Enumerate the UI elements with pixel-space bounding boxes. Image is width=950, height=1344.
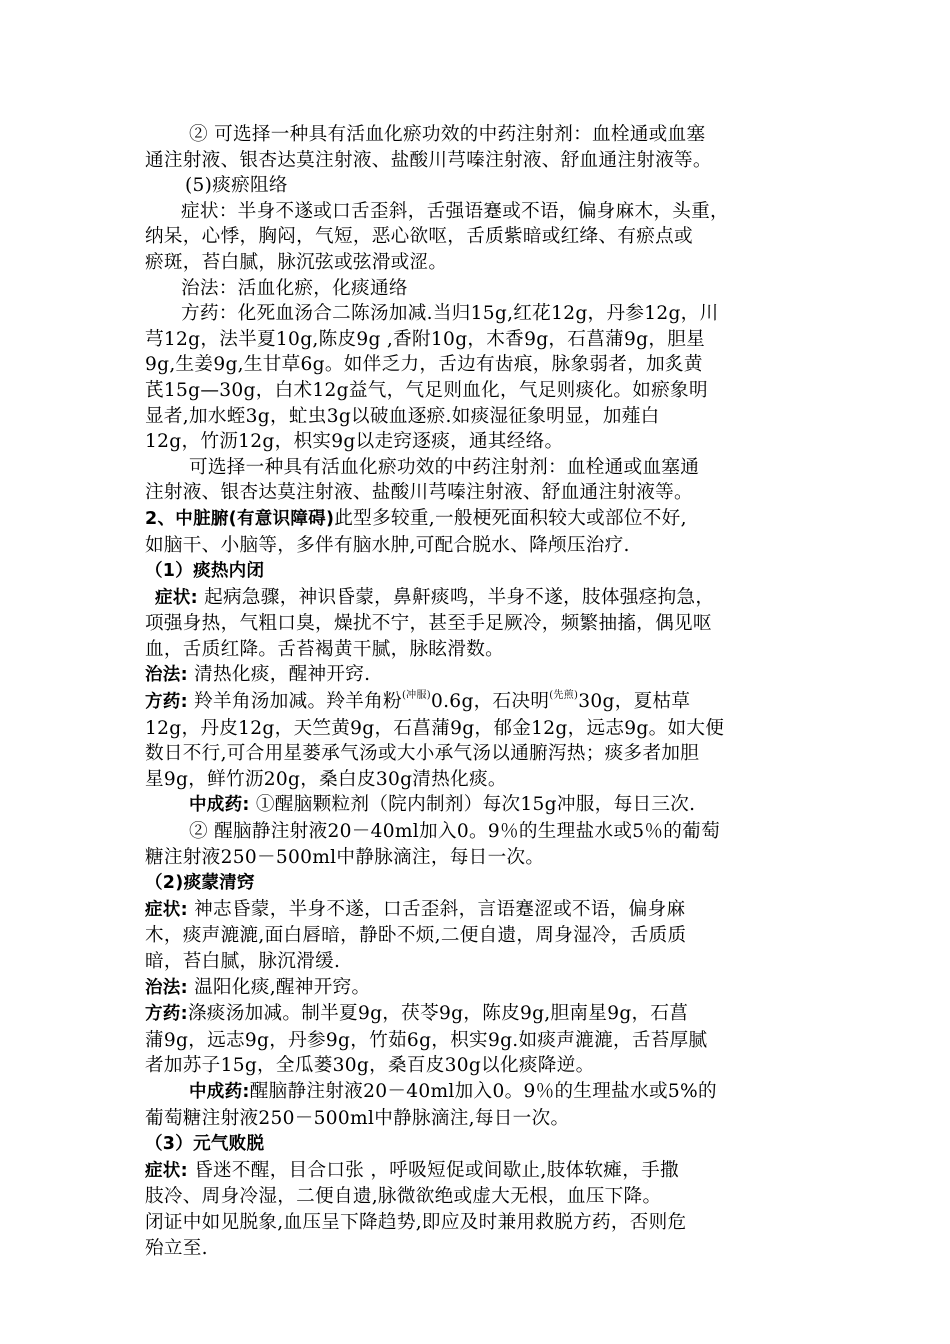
- body-text: 项强身热，气粗口臭，燥扰不宁，甚至手足厥冷，频繁抽搐，偶见呕: [145, 613, 712, 635]
- text-line: [145, 1210, 810, 1236]
- body-text: 12g，丹皮12g，天竺黄9g，石菖蒲9g，郁金12g，远志9g。如大便: [145, 717, 725, 739]
- bold-heading-text: 治法:: [145, 977, 188, 998]
- text-line: [145, 148, 810, 174]
- body-text: 星9g，鲜竹沥20g，桑白皮30g清热化痰。: [145, 768, 507, 790]
- bold-heading-text: 2、中脏腑(有意识障碍): [145, 508, 335, 529]
- text-line: [145, 224, 810, 250]
- text-line: [145, 637, 810, 663]
- body-text: 昏迷不醒，目合口张 ，呼吸短促或间歇止,肢体软瘫，手撒: [187, 1159, 679, 1181]
- body-text: 清热化痰，醒神开窍.: [187, 664, 371, 686]
- body-text: 方药：化死血汤合二陈汤加减.当归15g,红花12g，丹参12g，川: [181, 303, 719, 325]
- bold-heading-text: 中成药:: [189, 1081, 250, 1102]
- bold-heading-text: 中成药:: [189, 795, 250, 816]
- body-text: 木，痰声漉漉,面白唇暗，静卧不烦,二便自遗，周身湿冷，舌质质: [145, 925, 687, 947]
- text-line: [145, 1131, 810, 1158]
- body-text: (5)痰瘀阻络: [185, 175, 288, 197]
- body-text: 血，舌质红降。舌苔褐黄干腻，脉眩滑数。: [145, 638, 504, 660]
- body-text: 醒脑静注射液20－40ml加入0。9％的生理盐水或5%的: [249, 1080, 717, 1102]
- text-line: [145, 1028, 810, 1054]
- text-line: [145, 558, 810, 585]
- body-text: 温阳化痰,醒神开窍。: [187, 976, 371, 998]
- body-text: ①醒脑颗粒剂（院内制剂）每次15g冲服，每日三次.: [249, 794, 696, 816]
- text-line: [145, 819, 810, 845]
- body-text: 肢冷、周身冷湿，二便自遗,脉微欲绝或虚大无根，血压下降。: [145, 1186, 662, 1208]
- text-line: [145, 741, 810, 767]
- body-text: 芎12g，法半夏10g,陈皮9g ,香附10g，木香9g，石菖蒲9g，胆星: [145, 328, 705, 350]
- bold-heading-text: 方药:: [145, 1004, 188, 1025]
- bold-heading-text: 症状:: [155, 587, 198, 608]
- text-line: [145, 897, 810, 924]
- text-line: [145, 923, 810, 949]
- text-line: [145, 767, 810, 793]
- text-line: [145, 870, 810, 897]
- body-text: 纳呆，心悸，胸闷，气短，恶心欲呕，舌质紫暗或红绛、有瘀点或: [145, 226, 693, 248]
- text-line: [145, 327, 810, 353]
- text-line: [145, 533, 810, 559]
- body-text: ② 可选择一种具有活血化瘀功效的中药注射剂：血栓通或血塞: [189, 124, 706, 145]
- text-line: [145, 199, 810, 225]
- body-text: 葡萄糖注射液250－500ml中静脉滴注,每日一次。: [145, 1107, 570, 1129]
- text-line: [145, 352, 810, 378]
- bold-heading-text: （2)痰蒙清窍: [145, 873, 255, 894]
- text-line: [145, 378, 810, 404]
- body-text: 芪15g—30g，白术12g益气，气足则血化，气足则痰化。如瘀象明: [145, 379, 708, 401]
- bold-heading-text: （3）元气败脱: [145, 1134, 265, 1155]
- text-line: [145, 1184, 810, 1210]
- body-text: 暗，苔白腻，脉沉滑缓.: [145, 951, 341, 972]
- body-text: 数日不行,可合用星蒌承气汤或大小承气汤以通腑泻热；痰多者加胆: [145, 743, 700, 765]
- text-line: [145, 1079, 810, 1106]
- body-text: 0.6g，石决明: [430, 691, 550, 713]
- body-text: 30g，夏枯草: [578, 691, 691, 713]
- body-text: 治法：活血化瘀，化痰通络: [181, 277, 408, 299]
- body-text: ② 醒脑静注射液20－40ml加入0。9％的生理盐水或5％的葡萄: [189, 821, 720, 843]
- text-line: [145, 975, 810, 1002]
- text-line: [145, 1236, 810, 1262]
- text-line: [145, 276, 810, 302]
- body-text: 注射液、银杏达莫注射液、盐酸川芎嗪注射液、舒血通注射液等。: [145, 482, 693, 504]
- body-text: 蒲9g，远志9g，丹参9g，竹茹6g，枳实9g.如痰声漉漉，舌苔厚腻: [145, 1029, 708, 1051]
- document-page: [145, 122, 810, 1261]
- body-text: 可选择一种具有活血化瘀功效的中药注射剂：血栓通或血塞通: [189, 456, 700, 478]
- text-line: [145, 949, 810, 975]
- body-text: 羚羊角汤加减。羚羊角粉: [187, 691, 402, 713]
- body-text: 者加苏子15g，全瓜蒌30g，桑百皮30g以化痰降逆。: [145, 1055, 595, 1077]
- text-line: [145, 506, 810, 533]
- text-line: [145, 122, 810, 148]
- text-line: [145, 301, 810, 327]
- annotation-text: (冲服): [401, 690, 431, 702]
- text-line: [145, 480, 810, 506]
- text-line: [145, 611, 810, 637]
- annotation-text: (先煎): [549, 690, 579, 702]
- bold-heading-text: 治法:: [145, 665, 188, 686]
- bold-heading-text: 症状:: [145, 1160, 188, 1181]
- body-text: 通注射液、银杏达莫注射液、盐酸川芎嗪注射液、舒血通注射液等。: [145, 149, 712, 171]
- text-line: [145, 845, 810, 871]
- bold-heading-text: （1）痰热内闭: [145, 561, 265, 582]
- body-text: 神志昏蒙，半身不遂，口舌歪斜，言语蹇涩或不语，偏身麻: [187, 898, 686, 920]
- bold-heading-text: 方药:: [145, 692, 188, 713]
- text-line: [145, 585, 810, 612]
- text-line: [145, 1106, 810, 1132]
- text-line: [145, 1001, 810, 1028]
- body-text: 9g,生姜9g,生甘草6g。如伴乏力，舌边有齿痕，脉象弱者，加炙黄: [145, 354, 703, 376]
- text-line: [145, 689, 810, 716]
- body-text: 涤痰汤加减。制半夏9g，茯苓9g，陈皮9g,胆南星9g，石菖: [187, 1003, 689, 1025]
- body-text: 闭证中如见脱象,血压呈下降趋势,即应及时兼用救脱方药，否则危: [145, 1211, 687, 1233]
- text-line: [145, 792, 810, 819]
- body-text: 起病急骤，神识昏蒙，鼻鼾痰鸣，半身不遂，肢体强痉拘急，: [197, 586, 715, 608]
- text-line: [145, 455, 810, 481]
- text-line: [145, 1053, 810, 1079]
- body-text: 显者,加水蛭3g，虻虫3g以破血逐瘀.如痰湿征象明显，加薤白: [145, 405, 660, 427]
- body-text: 糖注射液250－500ml中静脉滴注，每日一次。: [145, 846, 545, 868]
- body-text: 瘀斑，苔白腻，脉沉弦或弦滑或涩。: [145, 251, 448, 273]
- text-line: [145, 404, 810, 430]
- text-line: [145, 1158, 810, 1185]
- body-text: 如脑干、小脑等，多伴有脑水肿,可配合脱水、降颅压治疗.: [145, 534, 630, 556]
- body-text: 12g，竹沥12g，枳实9g以走窍逐痰，通其经络。: [145, 431, 564, 453]
- body-text: 此型多较重,一般梗死面积较大或部位不好,: [334, 507, 687, 529]
- text-line: [145, 716, 810, 742]
- bold-heading-text: 症状:: [145, 899, 188, 920]
- text-line: [145, 429, 810, 455]
- body-text: 殆立至.: [145, 1237, 208, 1259]
- text-line: [145, 662, 810, 689]
- body-text: 症状：半身不遂或口舌歪斜，舌强语蹇或不语，偏身麻木，头重，: [181, 200, 729, 222]
- text-line: [145, 250, 810, 276]
- text-line: [145, 173, 810, 199]
